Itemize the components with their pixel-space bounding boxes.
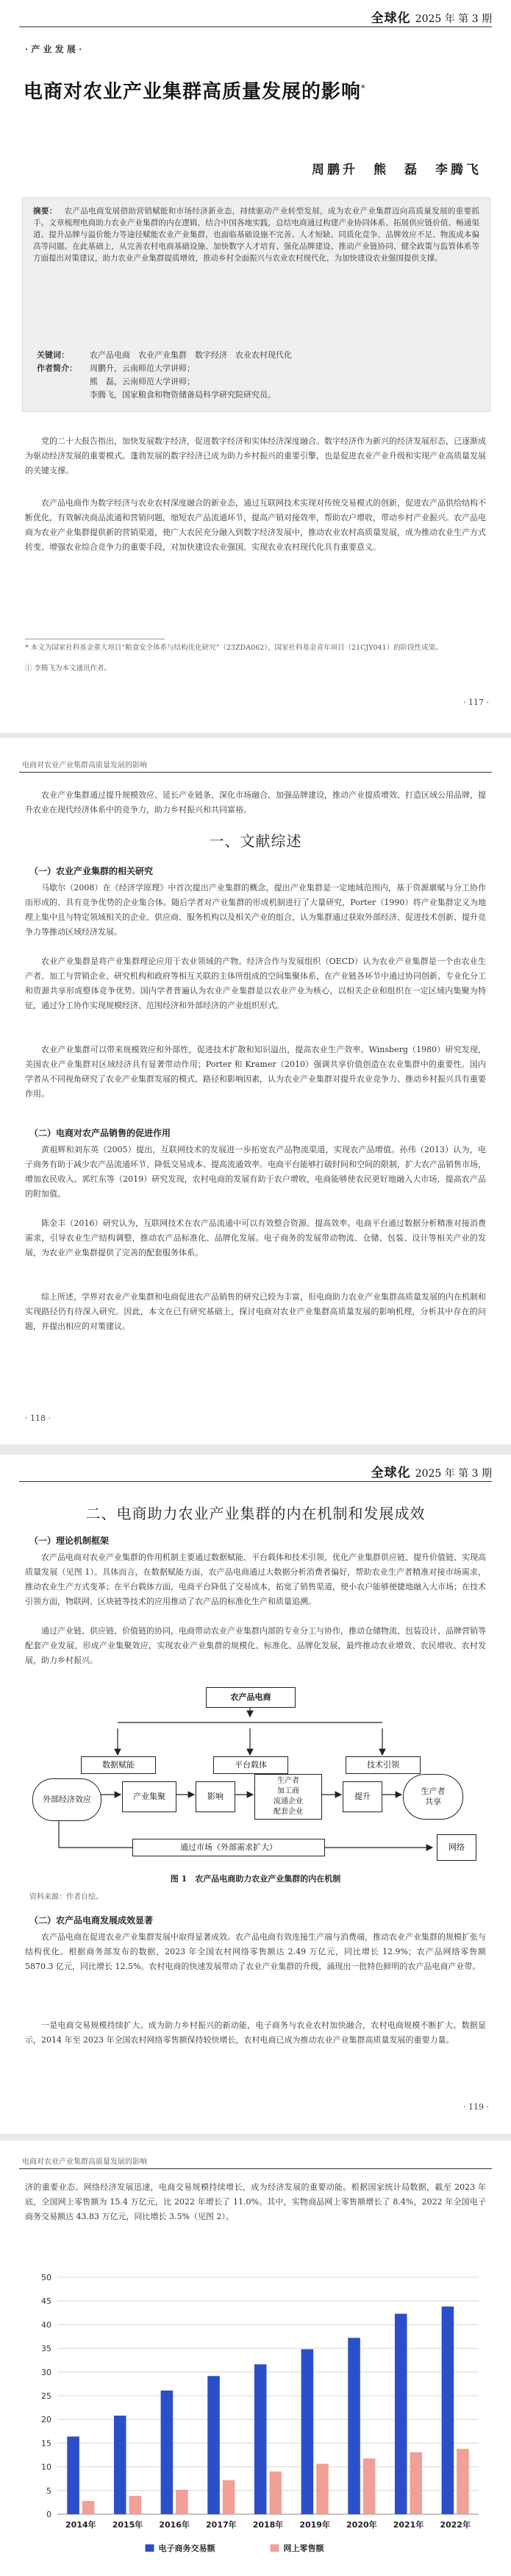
- intro-paragraph-2: 农产品电商作为数字经济与农业农村深度融合的新业态，通过互联网技术实现对传统交易模式的创新，促进农产品供给结构不断优化，有效解决商品流通和营销问题，缩短农产品流通环节，提高产销对接效率，帮助农户增收，带动乡村产业振兴。农产品电商为农业产业集群提供新的营销渠道，使广大农民充分融入到数字经济发展中，推动农业农村高质量发展，成为推动农业生产方式转变、增强农业综合竞争力的重要手段，对加快建设农业强国、实现农业农村现代化具有重要意义。: [25, 498, 486, 552]
- fig1-node-platform: 平台载体: [213, 1756, 288, 1774]
- y-tick-label: 10: [41, 2462, 51, 2472]
- p4-paragraph: 济的重要业态。网络经济发展迅速，电商交易规模持续增长，成为经济发展的重要动能。根据国家统计局数据，截至 2023 年底，全国网上零售额为 15.4 万亿元，比 2022 年增长了 11.0%。其中，实物商品网上零售额增长了 8.4%，2022 年全国电子商务交易额达 43.83 万亿元，同比增长 3.5%（见图 2）。: [25, 2182, 486, 2221]
- section-2-sub-1: （一）理论机制框架: [29, 1536, 110, 1546]
- journal-header-p3: [371, 1462, 492, 1480]
- bar-online-retail: [363, 2458, 376, 2514]
- figure-1-source: 资料来源：作者自绘。: [29, 1893, 103, 1901]
- x-tick-label: 2019年: [299, 2520, 330, 2530]
- section-1-para-6: 综上所述，学界对农业产业集群和电商促进农产品销售的研究已较为丰富，但电商助力农业产业集群高质量发展的内在机制和实现路径仍有待深入研究。因此，本文在已有研究基础上，探讨电商对农业产业集群高质量发展的影响机理，分析其中存在的问题，并提出相应的对策建议。: [25, 1292, 486, 1331]
- p2-intro-paragraph: 农业产业集群通过提升规模效应、延长产业链条、深化市场融合、加强品牌建设，推动产业提质增效、打造区域公用品牌，提升农业在现代经济体系中的竞争力，助力乡村振兴和共同富裕。: [25, 790, 486, 815]
- page-number-119: · 119 ·: [463, 2102, 489, 2112]
- journal-brand: 全球化: [371, 11, 411, 26]
- section-2-para-4: 一是电商交易规模持续扩大。成为助力乡村振兴的新动能，电子商务与农业农村加快融合，农村电商规模不断扩大。数据显示，2014 年至 2023 年全国农村网络零售额保持较快增长，农村电商已成为推动农业产业集群高质量发展的重要力量。: [25, 2020, 486, 2045]
- figure-1-caption: 图 1 农产品电商助力农业产业集群的内在机制: [170, 1874, 341, 1884]
- keywords-text: 农产品电商 农业产业集群 数字经济 农业农村现代化: [90, 350, 292, 360]
- section-2-para-2: 通过产业链、供应链、价值链的协同，电商带动农业产业集群内部的专业分工与协作，推动仓储物流、包装设计、品牌营销等配套产业发展，形成产业集聚效应，实现农业产业集群的规模化、标准化、品牌化发展，最终推动农业增效、农民增收、农村发展，助力乡村振兴。: [25, 1626, 486, 1665]
- author-info-1: 周鹏升，云南师范大学讲师；: [90, 363, 195, 373]
- abstract: [33, 205, 479, 264]
- figure-2-chart: [22, 2267, 489, 2573]
- author-info-label: 作者简介：: [37, 363, 77, 373]
- figure-1-diagram: [29, 1684, 482, 1867]
- bar-online-retail: [457, 2449, 469, 2514]
- x-tick-label: 2018年: [252, 2520, 284, 2530]
- page-120: [0, 2140, 511, 2573]
- bar-ecommerce: [442, 2307, 454, 2514]
- y-tick-label: 45: [41, 2296, 51, 2307]
- y-tick-label: 40: [41, 2320, 51, 2330]
- bar-ecommerce: [348, 2338, 360, 2514]
- article-authors: 周鹏升 熊 磊 李腾飞: [312, 163, 482, 177]
- bar-ecommerce: [395, 2314, 407, 2514]
- section-1-sub-2: （二）电商对农产品销售的促进作用: [29, 1128, 171, 1138]
- journal-issue: 2025 年 第 3 期: [415, 13, 492, 25]
- legend-swatch: [146, 2544, 154, 2552]
- running-title: 电商对农业产业集群高质量发展的影响: [22, 762, 147, 770]
- x-tick-label: 2022年: [440, 2520, 471, 2530]
- fig1-node-share: 生产者 共享: [403, 1774, 463, 1820]
- page-118: [0, 738, 511, 1455]
- y-tick-label: 35: [41, 2343, 51, 2354]
- y-tick-label: 50: [41, 2273, 51, 2282]
- bar-online-retail: [270, 2472, 282, 2514]
- fig1-node-actors: 生产者 加工商 流通企业 配套企业: [254, 1774, 322, 1820]
- page-number-118: · 118 ·: [25, 1413, 51, 1423]
- bar-online-retail: [410, 2452, 423, 2514]
- footnote-funding: * 本文为国家社科基金重大项目“粮食安全体系与结构优化研究”（23ZDA062）、国家社科基金青年项目（21CJY041）的阶段性成果。: [25, 644, 443, 652]
- fig1-node-network: 网络: [437, 1834, 476, 1861]
- bar-ecommerce: [161, 2391, 174, 2514]
- bar-ecommerce: [67, 2436, 79, 2514]
- fig1-node-agglomeration: 产业集聚: [122, 1781, 176, 1812]
- author-info-2: 熊 磊，云南师范大学讲师；: [90, 377, 195, 386]
- article-title: [24, 77, 366, 104]
- author-info-3: 李腾飞，国家粮食和物资储备局科学研究院研究员。: [90, 390, 276, 400]
- fig1-node-upgrade: 提升: [343, 1781, 382, 1812]
- bar-ecommerce: [207, 2376, 220, 2514]
- fig1-node-tech: 技术引领: [346, 1756, 421, 1774]
- page-gap: [0, 1444, 511, 1455]
- bar-online-retail: [176, 2490, 188, 2514]
- bar-online-retail: [223, 2480, 235, 2514]
- article-title-text: 电商对农业产业集群高质量发展的影响: [24, 81, 362, 103]
- bar-online-retail: [316, 2464, 329, 2514]
- x-tick-label: 2015年: [112, 2520, 143, 2530]
- keywords-block: [37, 349, 292, 402]
- fig1-node-effect: 影响: [196, 1781, 235, 1812]
- y-tick-label: 15: [41, 2438, 51, 2449]
- header-rule-p3: [19, 1481, 492, 1482]
- section-1-para-3: 农业产业集群可以带来规模效应和外部性，促进技术扩散和知识溢出，提高农业生产效率。Winsberg（1980）研究发现，美国农业产业集群对区域经济具有显著带动作用；Porter 和 Kramer（2010）强调共享价值创造在农业集群中的重要性。国内学者从不同视角研究了农业产业集群发展的模式、路径和影响因素，认为农业产业集群对提升农业竞争力、推动乡村振兴具有重要作用。: [25, 1045, 486, 1099]
- y-tick-label: 0: [46, 2510, 51, 2519]
- running-rule-p4: [19, 2168, 492, 2169]
- x-tick-label: 2017年: [206, 2520, 237, 2530]
- intro-paragraph-1: 党的二十大报告指出，加快发展数字经济，促进数字经济和实体经济深度融合。数字经济作为新兴的经济发展形态，已逐渐成为驱动经济发展的重要模式。蓬勃发展的数字经济已成为助力乡村振兴的重要引擎，也是促进农业产业升级和实现产业高质量发展的关键支撑。: [25, 436, 486, 475]
- section-1-para-1: 马歇尔（2008）在《经济学原理》中首次提出产业集群的概念，提出产业集群是一定地域范围内，基于资源禀赋与分工协作而形成的、具有竞争优势的企业集合体。随后学者对产业集群的形成机制进行了大量研究，Porter（1990）将产业集群定义为地理上集中且与特定领域相关的企业、供应商、服务机构以及相关产业的组合，认为集群通过获取外部经济、促进技术创新、提升竞争力等推动区域经济发展。: [25, 883, 486, 937]
- legend-label: 网上零售额: [283, 2544, 324, 2553]
- ecommerce-bar-chart: [22, 2267, 489, 2573]
- section-1-para-5: 陈金丰（2016）研究认为，互联网技术在农产品流通中可以有效整合资源、提高效率。电商平台通过数据分析精准对接消费需求，引导农业生产结构调整，推动农产品标准化、品牌化发展。电子商务的发展带动物流、仓储、包装、设计等相关产业的发展，为农业产业集群提供了完善的配套服务体系。: [25, 1218, 486, 1257]
- y-tick-label: 25: [41, 2391, 51, 2401]
- section-1-para-4: 黄祖辉和刘东英（2005）提出，互联网技术的发展进一步拓宽农产品物流渠道，实现农产品增值。孙伟（2013）认为，电子商务有助于减少农产品流通环节、降低交易成本、提高流通效率。电商平台能够打破时间和空间的限制，扩大农产品销售市场，增加农民收入。郭红东等（2019）研究发现，农村电商的发展有助于农户增收，电商能够使农民更好地融入大市场，提高农产品的附加值。: [25, 1145, 486, 1199]
- x-tick-label: 2021年: [393, 2520, 424, 2530]
- fig1-node-market: 通过市场（外部需求扩大）: [132, 1839, 325, 1856]
- journal-issue-p3: 2025 年 第 3 期: [415, 1468, 492, 1480]
- x-tick-label: 2016年: [159, 2520, 190, 2530]
- section-2-para-3: 农产品电商在促进农业产业集群发展中取得显著成效。农产品电商有效连接生产端与消费端，推动农业产业集群的规模扩张与结构优化。根据商务部发布的数据，2023 年全国农村网络零售额达 2.49 万亿元，同比增长 12.9%；农产品网络零售额 5870.3 亿元，同比增长 12.5%。农村电商的快速发展带动了农业产业集群的升级，涌现出一批特色鲜明的农产品电商产业带。: [25, 1932, 486, 1971]
- bar-ecommerce: [114, 2416, 126, 2514]
- y-tick-label: 5: [46, 2485, 51, 2496]
- running-rule: [19, 772, 492, 773]
- legend-label: 电子商务交易额: [158, 2544, 215, 2553]
- fig1-node-data: 数据赋能: [81, 1756, 156, 1774]
- fig1-node-external: 外部经济效应: [32, 1778, 101, 1821]
- title-footnote-mark: *: [361, 83, 366, 93]
- section-1-para-2: 农业产业集群是将产业集群理论应用于农业领域的产物。经济合作与发展组织（OECD）认为农业产业集群是一个由农业生产者、加工与营销企业、研究机构和政府等相互关联的主体所组成的空间集聚体系，在产业链各环节中通过协同创新、专业化分工和资源共享形成整体竞争优势。国内学者普遍认为农业产业集群是以农业产业为核心，以相关企业和组织在一定区域内集聚为特征，通过分工协作实现规模经济、范围经济和外部经济的产业组织形式。: [25, 957, 486, 1010]
- journal-brand-p3: 全球化: [371, 1466, 411, 1480]
- bar-ecommerce: [301, 2349, 314, 2514]
- section-2-sub-2: （二）农产品电商发展成效显著: [29, 1915, 154, 1926]
- section-2-para-1: 农产品电商对农业产业集群的作用机制主要通过数据赋能、平台载体和技术引领，优化产业集群供应链、提升价值链、实现高质量发展（见图 1）。具体而言，在数据赋能方面，农产品电商通过大数据分析消费者偏好，帮助农业生产者精准对接市场需求，推动农业生产方式变革；在平台载体方面，电商平台降低了交易成本，拓宽了销售渠道，使小农户能够便捷地融入大市场；在技术引领方面，物联网、区块链等技术的应用推动了农产品的标准化生产和质量追溯。: [25, 1553, 486, 1606]
- bar-ecommerce: [254, 2364, 267, 2514]
- running-title-p4: 电商对农业产业集群高质量发展的影响: [22, 2158, 147, 2166]
- page-number-117: · 117 ·: [463, 698, 489, 707]
- y-tick-label: 20: [41, 2415, 51, 2425]
- section-1-heading: 一、文献综述: [209, 832, 302, 850]
- bar-online-retail: [82, 2501, 95, 2514]
- legend-swatch: [271, 2544, 279, 2552]
- footnote-corresponding: ① 李腾飞为本文通讯作者。: [25, 664, 112, 673]
- abstract-text: 农产品电商发展借助营销赋能和市场经济新业态，持续驱动产业转型发展，成为农业产业集群迈向高质量发展的重要抓手。文章梳理电商助力农业产业集群的内在逻辑，结合中国各地实践，总结电商通过构建产业协同体系、拓展供应链价值、畅通渠道、提升品牌与溢价能力等途径赋能农业产业集群，也面临基础设施不完善、人才短缺、同质化竞争、品牌效应不足、物流成本偏高等问题。在此基础上，从完善农村电商基础设施、加快数字人才培育、强化品牌建设、推动产业链协同、健全政策与监管体系等方面提出对策建议，助力农业产业集群提质增效，推动乡村全面振兴与农业农村现代化，为加快建设农业强国提供支撑。: [33, 207, 480, 263]
- page-119: [0, 1455, 511, 2140]
- header-rule: [19, 26, 492, 27]
- fig1-top-node: 农产品电商: [206, 1687, 296, 1708]
- section-tag: · 产 业 发 展 ·: [25, 44, 82, 54]
- journal-header: [371, 7, 492, 26]
- x-tick-label: 2014年: [65, 2520, 96, 2530]
- page-117: [0, 0, 511, 738]
- section-1-sub-1: （一）农业产业集群的相关研究: [29, 866, 154, 876]
- keywords-label: 关键词：: [37, 350, 69, 360]
- x-tick-label: 2020年: [346, 2520, 377, 2530]
- y-tick-label: 30: [41, 2367, 51, 2377]
- bar-online-retail: [129, 2496, 142, 2514]
- section-2-heading: 二、电商助力农业产业集群的内在机制和发展成效: [85, 1505, 426, 1522]
- abstract-label: 摘要：: [33, 207, 57, 216]
